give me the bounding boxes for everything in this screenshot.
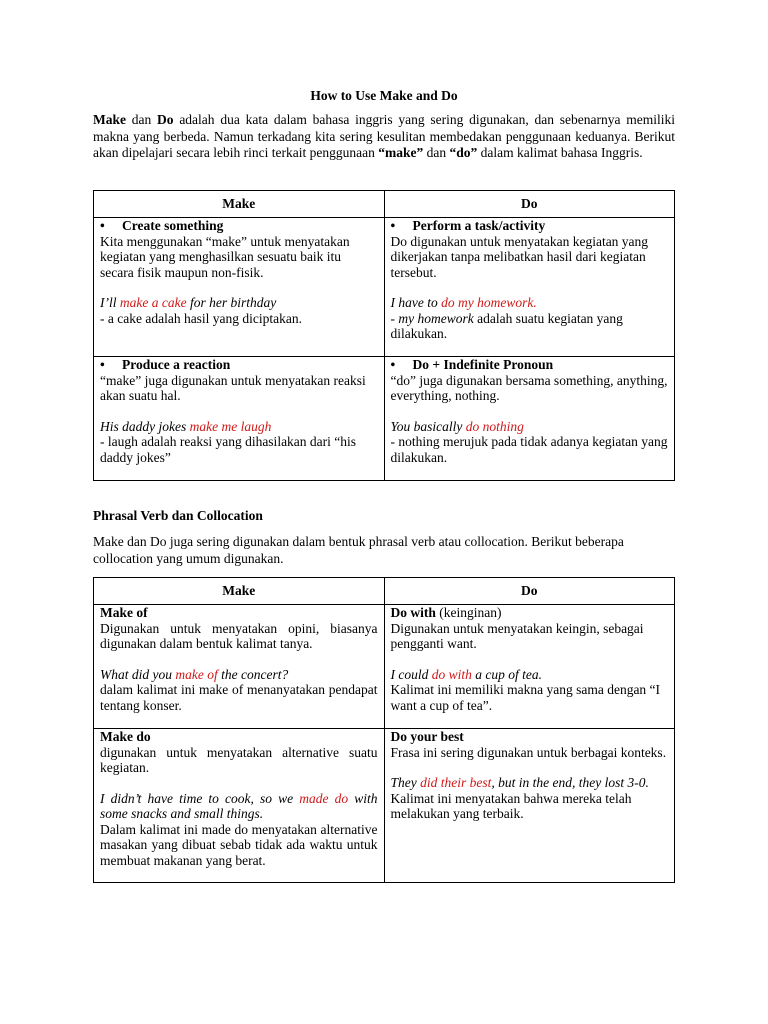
table-cell xyxy=(94,357,385,481)
section-title: Phrasal Verb dan Collocation xyxy=(93,508,263,523)
heading-text: Perform a task/activity xyxy=(412,218,546,233)
description: Digunakan untuk menyatakan opini, biasanya digunakan dalam bentuk kalimat tanya. xyxy=(100,620,378,651)
column-header-do: Do xyxy=(384,578,675,605)
collocation-heading: Do your best xyxy=(390,729,464,744)
example-highlight: do nothing xyxy=(465,418,524,434)
intro-bold-do: Do xyxy=(157,112,174,127)
heading-text: Do + Indefinite Pronoun xyxy=(412,357,554,372)
table-cell xyxy=(94,729,385,883)
table-cell xyxy=(384,357,675,481)
table-cell xyxy=(384,605,675,729)
bullet-icon: • xyxy=(390,357,396,372)
description: Frasa ini sering digunakan untuk berbagai konteks. xyxy=(390,744,667,760)
example-highlight: make of xyxy=(175,666,218,682)
example xyxy=(100,295,276,310)
example-highlight: do with xyxy=(431,666,472,682)
bullet-heading xyxy=(100,218,378,234)
make-do-usage-table xyxy=(93,190,675,481)
example-highlight: make a cake xyxy=(119,295,187,310)
example-text: with some snacks and small things. xyxy=(100,790,378,821)
table-row xyxy=(94,605,675,729)
intro-bold-make: Make xyxy=(93,112,126,127)
table-header-row xyxy=(94,191,675,218)
note: Dalam kalimat ini made do menyatakan alternative masakan yang dibuat sebab tidak ada waktu untuk membuat makanan yang berat. xyxy=(100,821,378,868)
table-row xyxy=(94,218,675,357)
example-text: You basically xyxy=(390,418,466,434)
column-header-make: Make xyxy=(94,578,385,605)
description: “do” juga digunakan bersama something, anything, everything, nothing. xyxy=(390,372,668,403)
example-text: I didn’t have time to cook, so we xyxy=(100,790,300,806)
example-text: . xyxy=(533,295,537,310)
description: digunakan untuk menyatakan alternative suatu kegiatan. xyxy=(100,744,378,775)
example-text: His daddy jokes xyxy=(100,418,190,434)
example xyxy=(391,419,524,434)
example-highlight: made do xyxy=(299,790,349,806)
table-cell xyxy=(384,729,675,883)
example-text: for her birthday xyxy=(186,295,277,310)
bullet-icon: • xyxy=(100,218,105,233)
example-text: , but in the end, they lost 3-0. xyxy=(491,775,649,790)
column-header-do: Do xyxy=(384,191,675,218)
table-cell xyxy=(94,605,385,729)
note: - laugh adalah reaksi yang dihasilakan dari “his daddy jokes” xyxy=(100,434,357,465)
example-text: They xyxy=(390,775,421,790)
note: dalam kalimat ini make of menanyatakan pendapat tentang konser. xyxy=(100,682,378,713)
intro-paragraph xyxy=(93,112,675,162)
bullet-icon: • xyxy=(100,357,105,372)
example-text: I have to xyxy=(390,295,442,310)
example xyxy=(391,775,649,790)
intro-bold-do-quote: “do” xyxy=(449,145,478,160)
table-cell xyxy=(94,218,385,357)
description: Kita menggunakan “make” untuk menyatakan kegiatan yang menghasilkan sesuatu baik itu secara fisik maupun non-fisik. xyxy=(100,233,350,280)
note-italic: - my homework xyxy=(390,310,474,326)
example-text: What did you xyxy=(100,666,176,682)
intro-text: dan xyxy=(126,112,158,127)
intro-bold-make-quote: “make” xyxy=(378,145,424,160)
description: Do digunakan untuk menyatakan kegiatan yang dikerjakan tanpa melibatkan hasil dari kegiatan tersebut. xyxy=(390,233,649,280)
collocation-table xyxy=(93,577,675,883)
table-row xyxy=(94,729,675,883)
note: adalah suatu kegiatan yang dilakukan. xyxy=(390,310,623,341)
note: - nothing merujuk pada tidak adanya kegiatan yang dilakukan. xyxy=(390,434,668,465)
note: Kalimat ini menyatakan bahwa mereka telah melakukan yang terbaik. xyxy=(390,790,632,821)
example-text: a cup of tea. xyxy=(471,666,543,682)
description: “make” juga digunakan untuk menyatakan reaksi akan suatu hal. xyxy=(100,372,366,403)
example xyxy=(100,419,271,434)
example xyxy=(391,667,543,682)
page-title: How to Use Make and Do xyxy=(310,88,458,103)
bullet-heading xyxy=(391,357,669,373)
example xyxy=(391,295,537,310)
description: Digunakan untuk menyatakan keingin, sebagai pengganti want. xyxy=(390,620,644,651)
table-row xyxy=(94,357,675,481)
bullet-heading xyxy=(100,357,378,373)
table-header-row xyxy=(94,578,675,605)
collocation-heading: Do with xyxy=(390,605,436,620)
collocation-heading-extra: (keinginan) xyxy=(435,605,502,620)
example-text: I could xyxy=(390,666,432,682)
example-highlight: make me laugh xyxy=(189,418,272,434)
example xyxy=(100,667,288,682)
example xyxy=(100,791,378,822)
example-text: the concert? xyxy=(217,666,289,682)
example-highlight: do my homework xyxy=(441,295,534,310)
intro-text: dan xyxy=(423,145,450,160)
example-highlight: did their best xyxy=(420,775,492,790)
heading-text: Create something xyxy=(122,218,224,233)
heading-text: Produce a reaction xyxy=(122,357,231,372)
bullet-icon: • xyxy=(390,218,396,233)
column-header-make: Make xyxy=(94,191,385,218)
intro-text: adalah dua kata dalam bahasa inggris yang sering digunakan, dan sebenarnya memiliki makna yang berbeda. Namun terkadang kita sering kesulitan membedakan penggunaan keduanya. Berikut akan dipelajari secara lebih rinci terkait penggunaan xyxy=(93,112,676,160)
example-text: I’ll xyxy=(100,295,120,310)
collocation-heading: Make do xyxy=(100,729,151,744)
bullet-heading xyxy=(391,218,669,234)
table-cell xyxy=(384,218,675,357)
intro-text: dalam kalimat bahasa Inggris. xyxy=(477,145,643,160)
note: Kalimat ini memiliki makna yang sama dengan “I want a cup of tea”. xyxy=(390,682,661,713)
note: - a cake adalah hasil yang diciptakan. xyxy=(100,310,303,326)
section-paragraph: Make dan Do juga sering digunakan dalam bentuk phrasal verb atau collocation. Berikut beberapa collocation yang umum digunakan. xyxy=(93,534,624,566)
collocation-heading: Make of xyxy=(100,605,148,620)
